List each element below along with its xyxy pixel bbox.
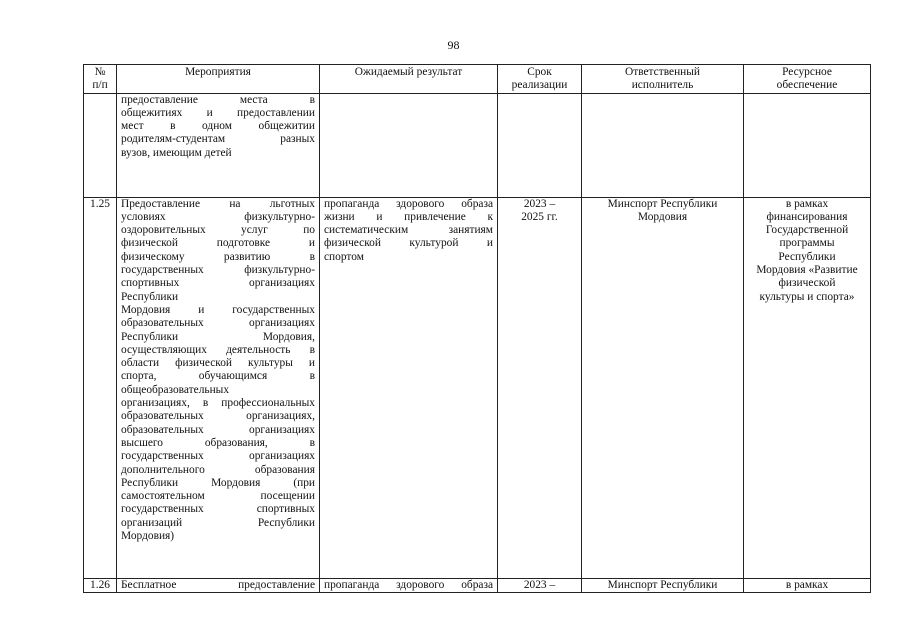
cell-text-line: мест в одном общежитии <box>121 120 315 133</box>
cell-resource <box>744 197 871 578</box>
header-executor <box>582 65 744 94</box>
cell-text-line: Минспорт Республики <box>607 578 718 591</box>
cell-term <box>498 578 582 592</box>
cell-text-line: общежитиях и предоставлении <box>121 106 315 119</box>
header-executor-line-1: Ответственный <box>624 66 701 78</box>
cell-text-line: Предоставление на льготных <box>121 197 315 210</box>
cell-text-line: Государственной <box>765 224 849 237</box>
cell-result <box>320 578 498 592</box>
header-resource-line-2: обеспечение <box>776 79 838 92</box>
cell-text-line: Республики <box>121 290 179 303</box>
cell-text-line: финансирования <box>766 210 848 223</box>
cell-text-line: области физической культуры и <box>121 357 315 370</box>
header-executor-line-2: исполнитель <box>631 79 694 92</box>
cell-text-line: Республики Мордовия (при <box>121 476 315 489</box>
cell-num: 1.25 <box>84 197 117 578</box>
cell-text-line: спортивных организациях <box>121 277 315 290</box>
cell-text-line: Мордовия «Развитие <box>756 264 858 277</box>
cell-executor <box>582 93 744 197</box>
cell-text-line: Республики Мордовия, <box>121 330 315 343</box>
cell-text-line: образовательных организациях, <box>121 410 315 423</box>
header-event: Мероприятия <box>117 65 320 94</box>
cell-text-line: родителям-студентам разных <box>121 133 315 146</box>
page-number: 98 <box>447 38 460 52</box>
cell-text-line: организациях, в профессиональных <box>121 397 315 410</box>
cell-text-line: спорта, обучающимся в <box>121 370 315 383</box>
cell-text-line: в рамках <box>785 578 829 591</box>
cell-text-line: в рамках <box>785 197 829 210</box>
cell-text-line: условиях физкультурно- <box>121 210 315 223</box>
cell-text-line: высшего образования, в <box>121 436 315 449</box>
cell-resource <box>744 578 871 592</box>
cell-event <box>117 197 320 578</box>
cell-text-line: государственных организациях <box>121 450 315 463</box>
cell-text-line: предоставление места в <box>121 93 315 106</box>
header-resource-line-1: Ресурсное <box>782 66 832 78</box>
table-row <box>84 578 871 592</box>
cell-executor <box>582 197 744 578</box>
cell-resource <box>744 93 871 197</box>
header-term-line-1: Срок <box>527 66 552 78</box>
cell-num: 1.26 <box>84 578 117 592</box>
header-result: Ожидаемый результат <box>320 65 498 94</box>
cell-text-line: физическому развитию в <box>121 250 315 263</box>
cell-text-line: организаций Республики <box>121 516 315 529</box>
cell-text-line: 2023 – <box>523 578 556 591</box>
cell-text-line: образовательных организациях <box>121 317 315 330</box>
header-num-line-1: № <box>94 66 106 78</box>
cell-text-line: систематическим занятиям <box>324 224 493 237</box>
cell-text-line: пропаганда здорового образа <box>324 578 493 591</box>
table-row <box>84 93 871 197</box>
cell-event <box>117 578 320 592</box>
cell-text-line: дополнительного образования <box>121 463 315 476</box>
cell-result <box>320 93 498 197</box>
cell-text-line: государственных спортивных <box>121 503 315 516</box>
cell-text-line: осуществляющих деятельность в <box>121 343 315 356</box>
cell-text-line: Бесплатное предоставление <box>121 578 315 591</box>
cell-text-line: общеобразовательных <box>121 383 230 396</box>
cell-text-line: Минспорт Республики <box>607 197 718 210</box>
cell-executor <box>582 578 744 592</box>
cell-text-line: самостоятельном посещении <box>121 490 315 503</box>
cell-text-line: государственных физкультурно- <box>121 264 315 277</box>
table-header-row <box>84 65 871 94</box>
cell-text-line: программы <box>779 237 835 250</box>
cell-num <box>84 93 117 197</box>
cell-text-line: 2023 – <box>523 197 556 210</box>
header-term <box>498 65 582 94</box>
cell-text-line: физической <box>778 277 836 290</box>
header-num-line-2: п/п <box>92 79 108 92</box>
cell-result <box>320 197 498 578</box>
cell-text-line: физической подготовке и <box>121 237 315 250</box>
cell-text-line: Мордовия <box>637 210 688 223</box>
cell-text-line: оздоровительных услуг по <box>121 224 315 237</box>
cell-text-line: Мордовия и государственных <box>121 303 315 316</box>
cell-text-line: 2025 гг. <box>521 210 558 223</box>
measures-table <box>83 64 871 593</box>
header-num <box>84 65 117 94</box>
cell-text-line: спортом <box>324 250 364 263</box>
cell-term <box>498 93 582 197</box>
cell-term <box>498 197 582 578</box>
cell-text-line: культуры и спорта» <box>759 290 855 303</box>
cell-text-line: физической культурой и <box>324 237 493 250</box>
cell-text-line: Республики <box>778 250 836 263</box>
cell-text-line: Мордовия) <box>121 530 175 543</box>
cell-text-line: образовательных организациях <box>121 423 315 436</box>
cell-event <box>117 93 320 197</box>
header-resource <box>744 65 871 94</box>
cell-text-line: жизни и привлечение к <box>324 210 493 223</box>
cell-text-line: вузов, имеющим детей <box>121 146 232 159</box>
cell-text-line: пропаганда здорового образа <box>324 197 493 210</box>
header-term-line-2: реализации <box>511 79 568 92</box>
table-row <box>84 197 871 578</box>
